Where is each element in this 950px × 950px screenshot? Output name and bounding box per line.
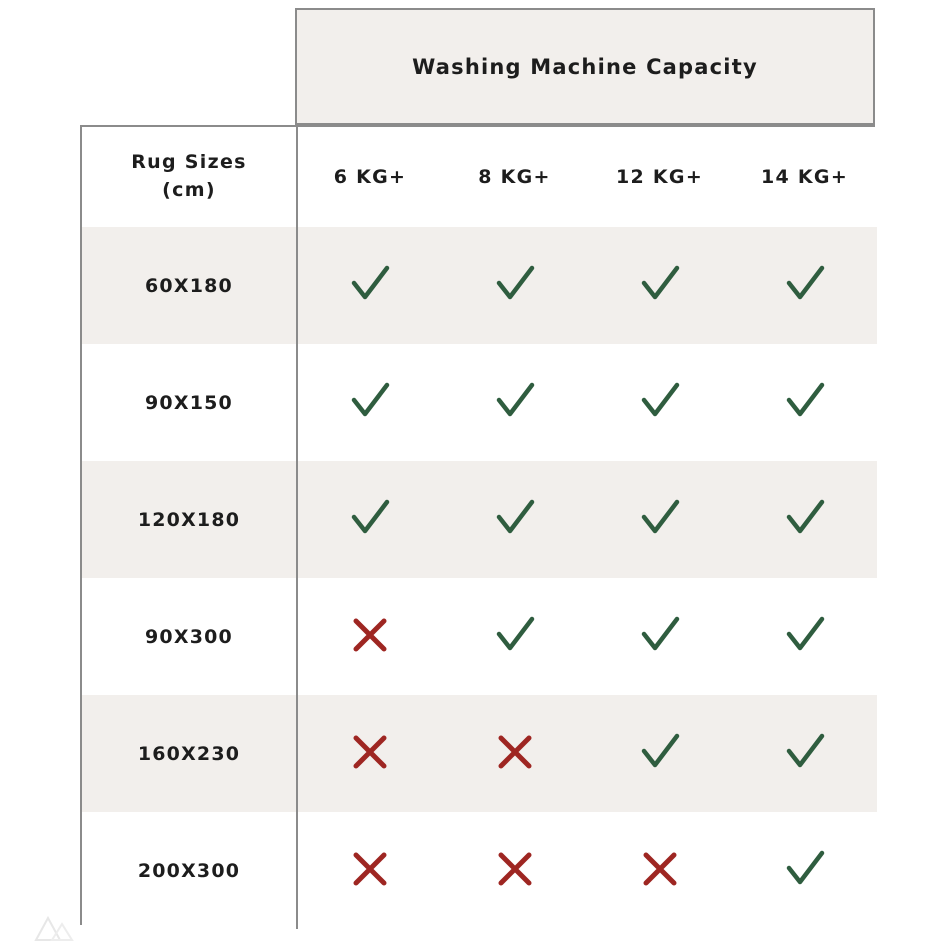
cell-60x180-8kg [442, 227, 587, 344]
table-head [82, 127, 877, 227]
cell-90x300-12kg [587, 578, 732, 695]
header-row [82, 127, 877, 227]
cell-160x230-8kg [442, 695, 587, 812]
cell-90x300-14kg [732, 578, 877, 695]
column-header-14kg: 14 KG+ [732, 127, 877, 227]
table-body [82, 227, 877, 929]
column-header-6kg: 6 KG+ [297, 127, 442, 227]
check-icon [492, 261, 538, 307]
cell-200x300-14kg [732, 812, 877, 929]
row-size-label: 120X180 [82, 461, 297, 578]
check-icon [347, 261, 393, 307]
chart-title: Washing Machine Capacity [412, 54, 758, 79]
cell-60x180-14kg [732, 227, 877, 344]
row-size-label: 160X230 [82, 695, 297, 812]
table-row [82, 227, 877, 344]
check-icon [782, 261, 828, 307]
check-icon [347, 378, 393, 424]
check-icon [637, 495, 683, 541]
cell-120x180-8kg [442, 461, 587, 578]
check-icon [637, 612, 683, 658]
cell-90x300-6kg [297, 578, 442, 695]
cell-120x180-14kg [732, 461, 877, 578]
compatibility-matrix [82, 127, 878, 929]
cell-90x150-6kg [297, 344, 442, 461]
row-size-label: 90X150 [82, 344, 297, 461]
cross-icon [350, 849, 390, 889]
cell-60x180-6kg [297, 227, 442, 344]
cross-icon [495, 732, 535, 772]
cell-90x150-14kg [732, 344, 877, 461]
check-icon [492, 495, 538, 541]
capacity-header-banner [295, 8, 875, 125]
check-icon [782, 846, 828, 892]
check-icon [782, 378, 828, 424]
row-header-line-1: Rug Sizes [131, 151, 247, 174]
row-header-line-2: (cm) [162, 179, 216, 201]
cell-200x300-6kg [297, 812, 442, 929]
cell-90x300-8kg [442, 578, 587, 695]
cell-120x180-6kg [297, 461, 442, 578]
column-header-12kg: 12 KG+ [587, 127, 732, 227]
cell-90x150-8kg [442, 344, 587, 461]
check-icon [637, 261, 683, 307]
row-size-label: 60X180 [82, 227, 297, 344]
table-row [82, 344, 877, 461]
matrix-table-container [80, 125, 875, 925]
row-header-label [82, 127, 297, 227]
cell-160x230-12kg [587, 695, 732, 812]
table-row [82, 812, 877, 929]
cell-90x150-12kg [587, 344, 732, 461]
check-icon [782, 495, 828, 541]
check-icon [782, 612, 828, 658]
cross-icon [640, 849, 680, 889]
cross-icon [350, 732, 390, 772]
check-icon [637, 729, 683, 775]
check-icon [782, 729, 828, 775]
table-row [82, 461, 877, 578]
cross-icon [495, 849, 535, 889]
check-icon [637, 378, 683, 424]
row-size-label: 200X300 [82, 812, 297, 929]
column-header-8kg: 8 KG+ [442, 127, 587, 227]
cell-60x180-12kg [587, 227, 732, 344]
cell-200x300-8kg [442, 812, 587, 929]
check-icon [347, 495, 393, 541]
check-icon [492, 378, 538, 424]
check-icon [492, 612, 538, 658]
row-size-label: 90X300 [82, 578, 297, 695]
watermark-icon [32, 910, 78, 944]
cell-160x230-6kg [297, 695, 442, 812]
cell-200x300-12kg [587, 812, 732, 929]
cell-120x180-12kg [587, 461, 732, 578]
table-row [82, 578, 877, 695]
table-row [82, 695, 877, 812]
cell-160x230-14kg [732, 695, 877, 812]
cross-icon [350, 615, 390, 655]
